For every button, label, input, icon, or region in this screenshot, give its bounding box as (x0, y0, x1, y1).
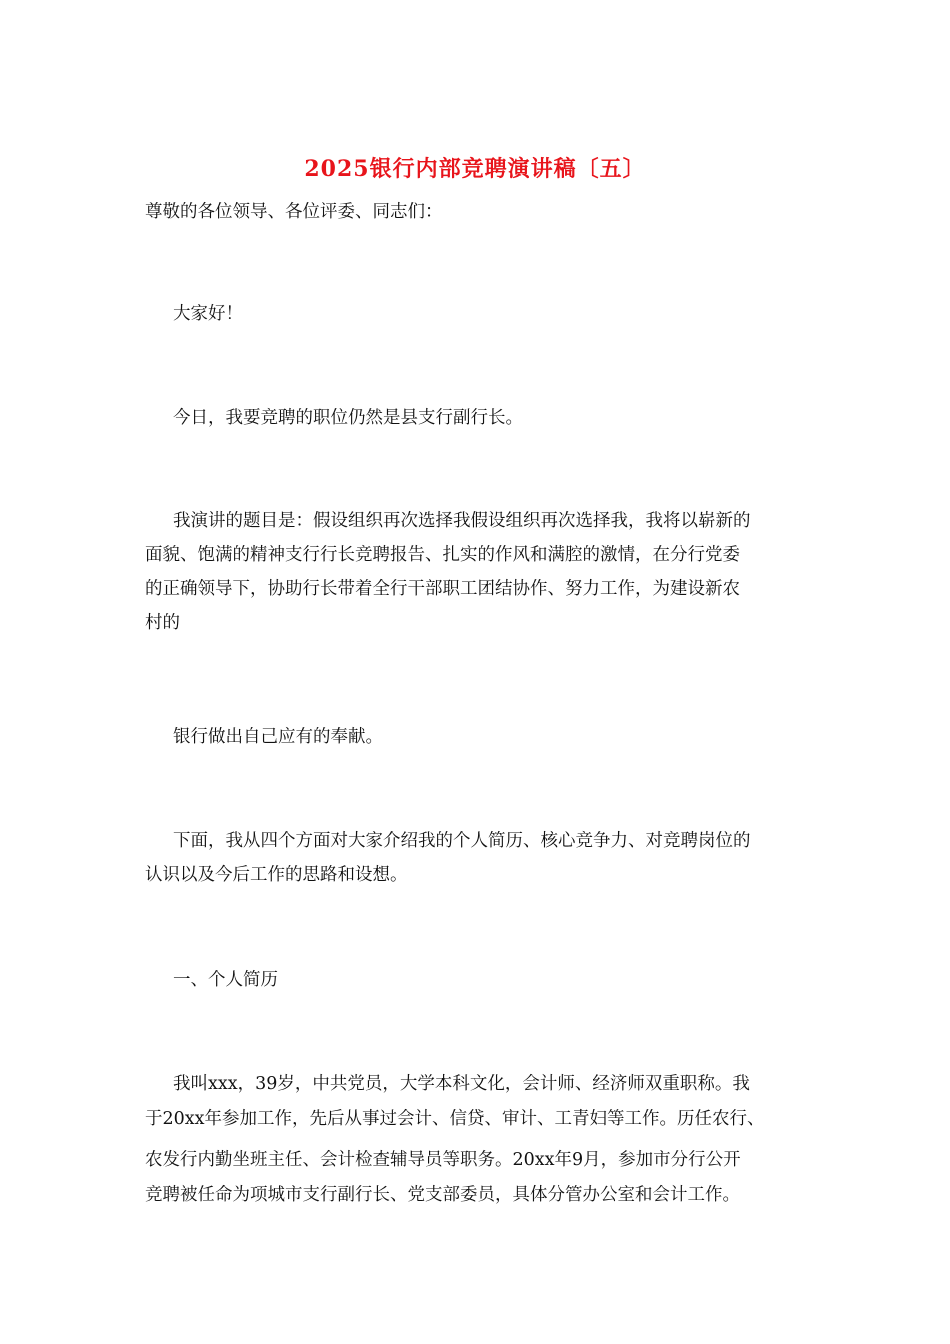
salutation: 尊敬的各位领导、各位评委、同志们： (145, 202, 443, 222)
paragraph-3: 银行做出自己应有的奉献。 (173, 727, 383, 747)
paragraph-4-line-2: 认识以及今后工作的思路和设想。 (145, 865, 408, 885)
paragraph-1: 今日，我要竞聘的职位仍然是县支行副行长。 (173, 408, 523, 428)
paragraph-5-line-4: 竞聘被任命为项城市支行副行长、党支部委员，具体分管办公室和会计工作。 (145, 1185, 740, 1205)
paragraph-2-line-4: 村的 (145, 613, 180, 633)
greeting: 大家好！ (173, 304, 243, 324)
paragraph-2-line-1: 我演讲的题目是：假设组织再次选择我假设组织再次选择我，我将以崭新的 (173, 511, 751, 531)
paragraph-5-line-2: 于20xx年参加工作，先后从事过会计、信贷、审计、工青妇等工作。历任农行、 (145, 1109, 765, 1129)
paragraph-2-line-3: 的正确领导下，协助行长带着全行干部职工团结协作、努力工作，为建设新农 (145, 579, 740, 599)
paragraph-5-line-3: 农发行内勤坐班主任、会计检查辅导员等职务。20xx年9月，参加市分行公开 (145, 1150, 741, 1170)
paragraph-4-line-1: 下面，我从四个方面对大家介绍我的个人简历、核心竞争力、对竞聘岗位的 (173, 831, 751, 851)
document-title: 2025银行内部竞聘演讲稿〔五〕 (304, 156, 646, 182)
paragraph-2-line-2: 面貌、饱满的精神支行行长竞聘报告、扎实的作风和满腔的激情，在分行党委 (145, 545, 740, 565)
paragraph-5-line-1: 我叫xxx，39岁，中共党员，大学本科文化，会计师、经济师双重职称。我 (173, 1074, 750, 1094)
section-1-heading: 一、个人简历 (173, 970, 278, 990)
